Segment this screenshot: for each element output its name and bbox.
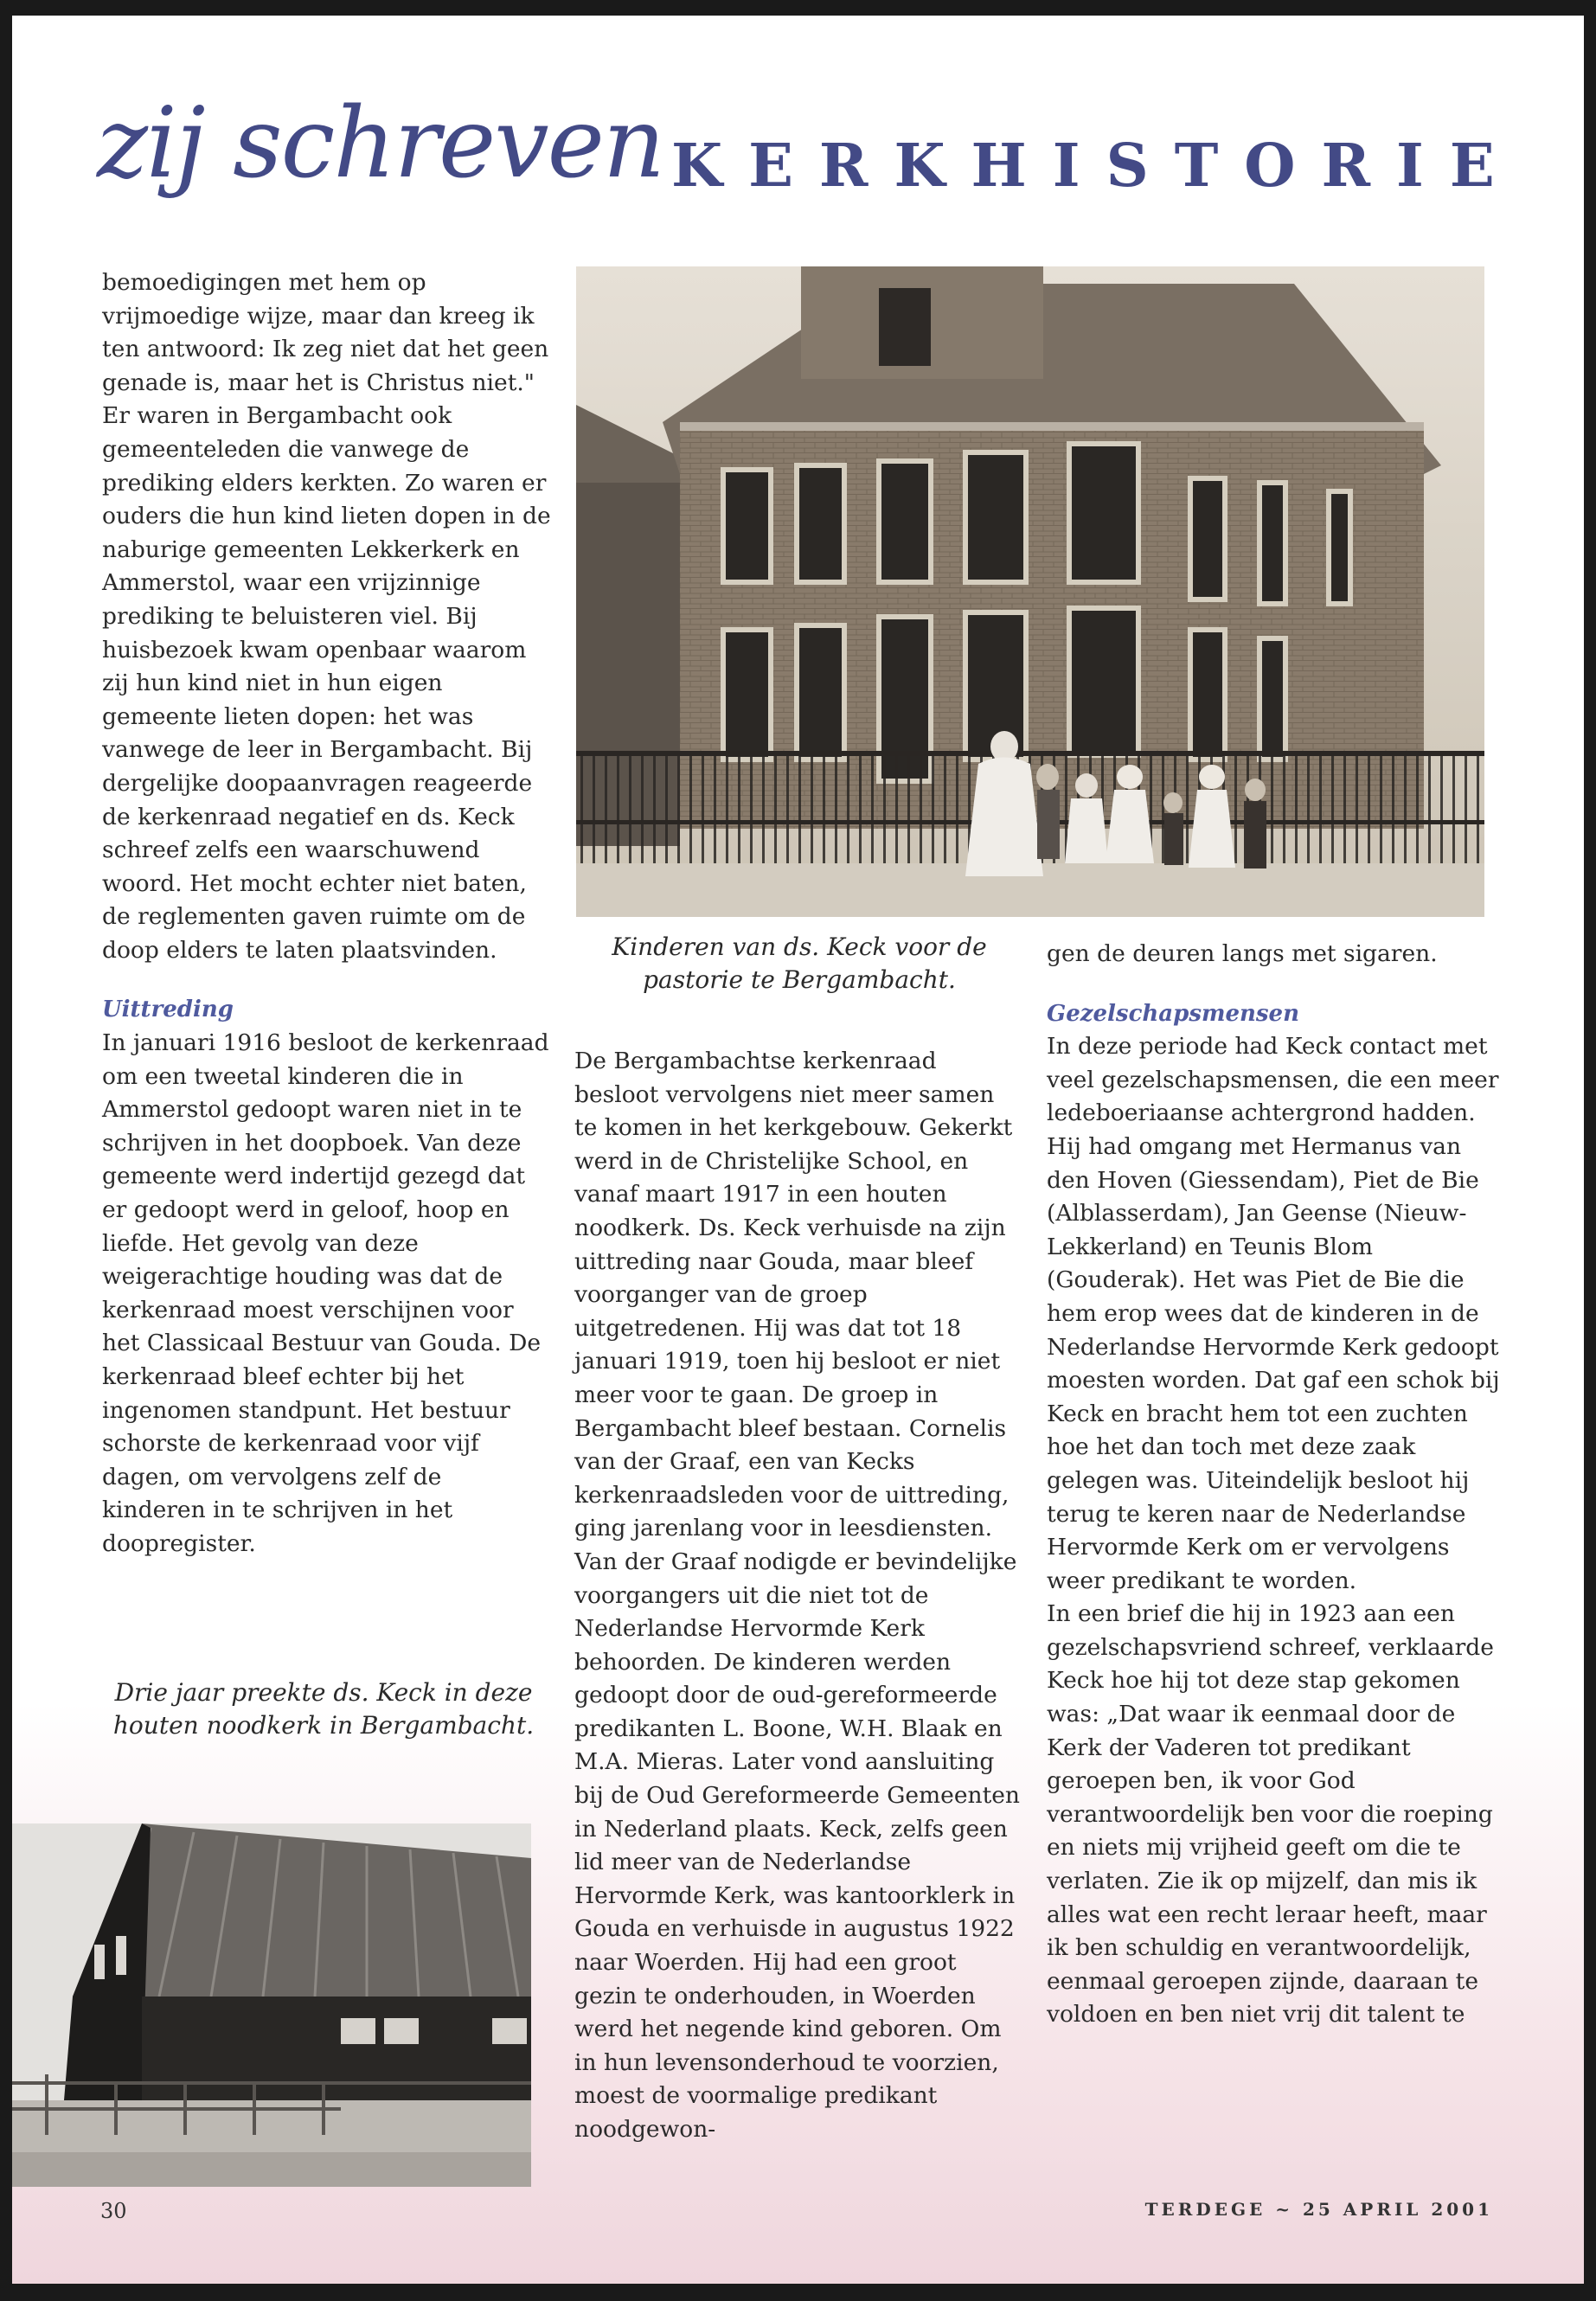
masthead-script-title: zij schreven	[97, 87, 663, 200]
magazine-page	[12, 16, 1584, 2284]
page-number: 30	[100, 2199, 127, 2223]
paragraph: In januari 1916 besloot de kerkenraad om een tweetal kinderen die in Ammerstol gedoopt waren niet in te schrijven in het doopboek. Van deze gemeente werd indertijd gezegd dat er gedoopt werd in geloof, hoop en liefde. Het gevolg van deze weigerachtige houding was dat de kerkenraad moest verschijnen voor het Classicaal Bestuur van Gouda. De kerkenraad bleef echter bij het ingenomen standpunt. Het bestuur schorste de kerkenraad voor vijf dagen, om vervolgens zelf de kinderen in te schrijven in het doopregister.	[102, 1029, 549, 1557]
church-illustration	[12, 1823, 531, 2187]
publication-footer: TERDEGE ~ 25 APRIL 2001	[1144, 2199, 1493, 2220]
paragraph: De Bergambachtse kerkenraad besloot vervolgens niet meer samen te komen in het kerkgebouw. Gekerkt werd in de Christelijke School, en vanaf maart 1917 in een houten noodkerk. Ds. Keck verhuisde na zijn uittreding naar Gouda, maar bleef voorganger van de groep uitgetredenen. Hij was dat tot 18 januari 1919, toen hij besloot er niet meer voor te gaan. De groep in Bergambacht bleef bestaan. Cornelis van der Graaf, een van Kecks kerkenraadsleden voor de uittreding, ging jarenlang voor in leesdiensten. Van der Graaf nodigde er bevindelijke voorgangers uit die niet tot de Nederlandse Hervormde Kerk behoorden. De kinderen werden gedoopt door de oud-gereformeerde predikanten L. Boone, W.H. Blaak en M.A. Mieras. Later vond aansluiting bij de Oud Gereformeerde Gemeenten in Nederland plaats. Keck, zelfs geen lid meer van de Nederlandse Hervormde Kerk, was kantoorklerk in Gouda en verhuisde in augustus 1922 naar Woerden. Hij had een groot gezin te onderhouden, in Woerden werd het negende kind geboren. Om in hun levensonderhoud te voorzien, moest de voormalige predikant noodgewon-	[574, 1048, 1021, 2143]
subheading-uittreding: Uittreding	[102, 997, 234, 1023]
parsonage-illustration	[576, 266, 1484, 917]
subheading-gezelschapsmensen: Gezelschapsmensen	[1047, 1000, 1300, 1027]
photo-parsonage	[576, 266, 1484, 917]
column-3	[1047, 938, 1501, 2032]
paragraph: In deze periode had Keck contact met veel gezelschapsmensen, die een meer ledeboeriaanse achtergrond hadden. Hij had omgang met Hermanus van den Hoven (Giessendam), Piet de Bie (Alblasserdam), Jan Geense (Nieuw-Lekkerland) en Teunis Blom (Gouderak). Het was Piet de Bie die hem erop wees dat de kinderen in de Nederlandse Hervormde Kerk gedoopt moesten worden. Dat gaf een schok bij Keck en bracht hem tot een zuchten hoe het dan toch met deze zaak gelegen was. Uiteindelijk besloot hij terug te keren naar de Nederlandse Hervormde Kerk om er vervolgens weer predikant te worden.	[1047, 1033, 1500, 1594]
section-title: KERKHISTORIE	[671, 131, 1521, 201]
paragraph: gen de deuren langs met sigaren.	[1047, 940, 1438, 967]
caption-parsonage: Kinderen van ds. Keck voor de pastorie te Bergambacht.	[612, 933, 987, 994]
photo-church	[12, 1823, 531, 2187]
caption-church: Drie jaar preekte ds. Keck in deze houten noodkerk in Bergambacht.	[112, 1678, 535, 1740]
column-2	[574, 1045, 1024, 2147]
column-1	[102, 266, 552, 1561]
paragraph: In een brief die hij in 1923 aan een gezelschapsvriend schreef, verklaarde Keck hoe hij tot deze stap gekomen was: „Dat waar ik eenmaal door de Kerk der Vaderen tot predikant geroepen ben, ik voor God verantwoordelijk ben voor die roeping en niets mij vrijheid geeft om die te verlaten. Zie ik op mijzelf, dan mis ik alles wat een recht leraar heeft, maar ik ben schuldig en verantwoordelijk, eenmaal geroepen zijnde, daaraan te voldoen en ben niet vrij dit talent te	[1047, 1600, 1494, 2029]
paragraph: bemoedigingen met hem op vrijmoedige wijze, maar dan kreeg ik ten antwoord: Ik zeg niet dat het geen genade is, maar het is Christus niet."	[102, 269, 549, 396]
paragraph: Er waren in Bergambacht ook gemeenteleden die vanwege de prediking elders kerkten. Zo waren er ouders die hun kind lieten dopen in de naburige gemeenten Lekkerkerk en Ammerstol, waar een vrijzinnige prediking te beluisteren viel. Bij huisbezoek kwam openbaar waarom zij hun kind niet in hun eigen gemeente lieten dopen: het was vanwege de leer in Bergambacht. Bij dergelijke doopaanvragen reageerde de kerkenraad negatief en ds. Keck schreef zelfs een waarschuwend woord. Het mocht echter niet baten, de reglementen gaven ruimte om de doop elders te laten plaatsvinden.	[102, 402, 551, 964]
